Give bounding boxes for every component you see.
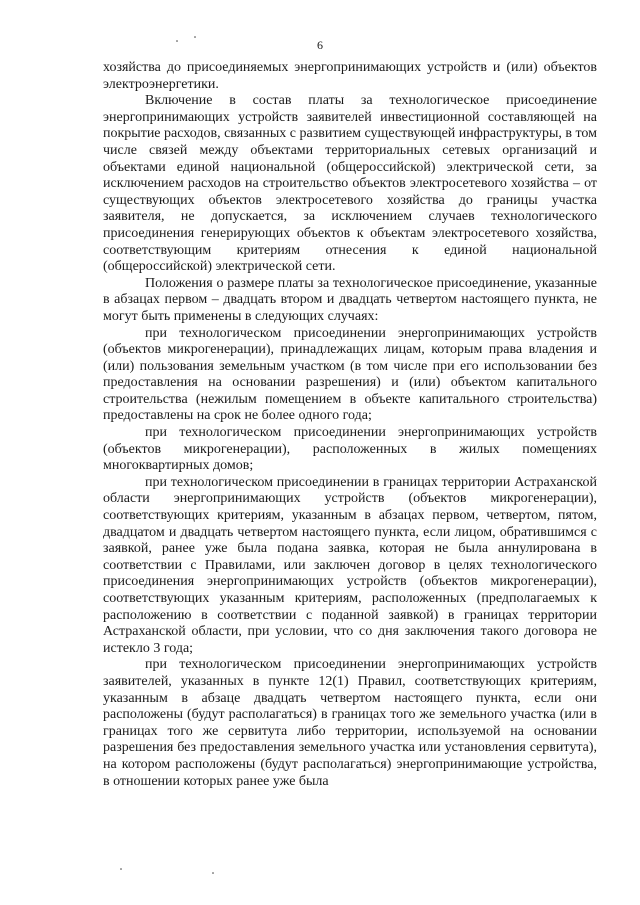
scan-speck: [120, 868, 122, 870]
paragraph-investment-component: Включение в состав платы за технологическое присоединение энергопринимающих устройств заявителей инвестиционной составляющей на покрытие расходов, связанных с развитием существующей инфраструктуры, в том числе связей между объектами территориальных сетевых организаций и объектами единой национальной (общероссийской) электрической сети, за исключением расходов на строительство объектов электросетевого хозяйства – от существующих объектов электросетевого хозяйства до границы участка заявителя, не допускается, за исключением случаев технологического присоединения генерирующих объектов к объектам электросетевого хозяйства, соответствующим критериям отнесения к единой национальной (общероссийской) электрической сети.: [103, 93, 597, 275]
scan-speck: [194, 36, 196, 38]
document-body: [103, 60, 597, 790]
paragraph-fee-provisions: Положения о размере платы за технологическое присоединение, указанные в абзацах первом – двадцать втором и двадцать четвертом настоящего пункта, не могут быть применены в следующих случаях:: [103, 275, 597, 324]
case-short-term-land-use: при технологическом присоединении энергопринимающих устройств (объектов микрогенерации), принадлежащих лицам, которым права владения и (или) пользования земельным участком (в том числе при его использовании без предоставления на основании разрешения) и (или) объектом капитального строительства (нежилым помещением в объекте капитального строительства) предоставлены на срок не более одного года;: [103, 325, 597, 424]
page-number: 6: [317, 38, 323, 52]
case-residential-apartments: при технологическом присоединении энергопринимающих устройств (объектов микрогенерации), расположенных в жилых помещениях многоквартирных домов;: [103, 425, 597, 474]
scan-speck: [176, 40, 178, 42]
case-same-land-plot: при технологическом присоединении энергопринимающих устройств заявителей, указанных в пункте 12(1) Правил, соответствующих критериям, указанным в абзаце двадцать четвертом настоящего пункта, если они расположены (будут располагаться) в границах того же земельного участка (или в границах того же сервитута либо территории, используемой на основании разрешения без предоставления земельного участка или установления сервитута), на котором расположены (будут располагаться) энергопринимающие устройства, в отношении которых ранее уже была: [103, 657, 597, 789]
scan-speck: [212, 872, 214, 874]
case-astrakhan-repeat-application: при технологическом присоединении в границах территории Астраханской области энергопринимающих устройств (объектов микрогенерации), соответствующих критериям, указанным в абзацах первом, четвертом, пятом, двадцатом и двадцать четвертом настоящего пункта, если лицом, обратившимся с заявкой, ранее уже была подана заявка, которая не была аннулирована в соответствии с Правилами, или заключен договор в целях технологического присоединения энергопринимающих устройств (объектов микрогенерации), соответствующих указанным критериям, расположенных (предполагаемых к расположению в соответствии с поданной заявкой) в границах территории Астраханской области, при условии, что со дня заключения такого договора не истекло 3 года;: [103, 474, 597, 656]
paragraph-continuation: хозяйства до присоединяемых энергопринимающих устройств и (или) объектов электроэнергетики.: [103, 60, 597, 92]
